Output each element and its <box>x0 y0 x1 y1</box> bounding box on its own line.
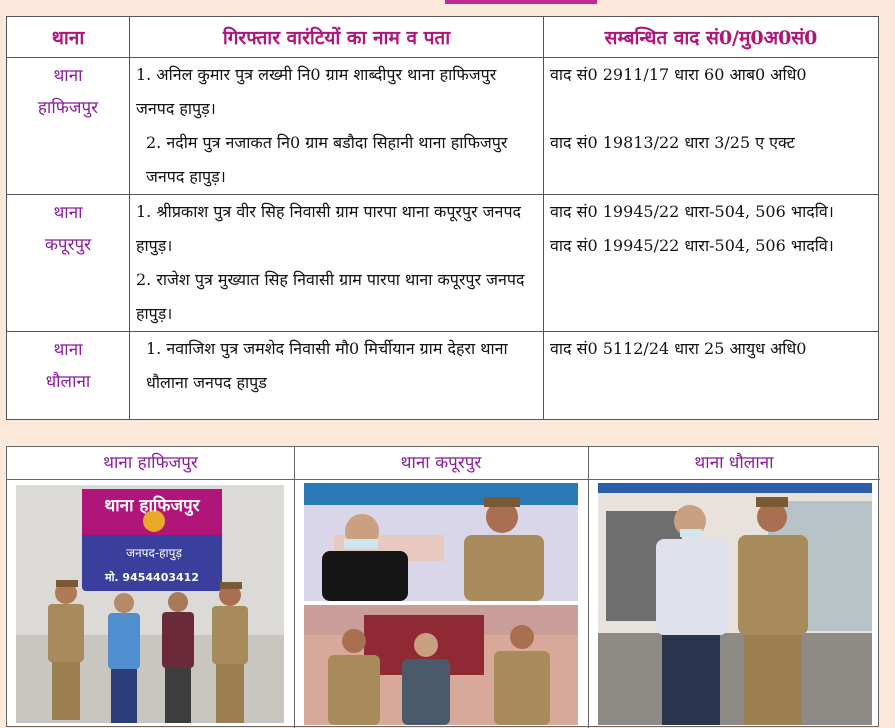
case-entry: वाद सं0 5112/24 धारा 25 आयुध अधि0 <box>550 339 807 358</box>
thana-name: हाफिजपुर <box>37 98 99 118</box>
thana-label: थाना <box>53 66 83 86</box>
accused-entry: 2. नदीम पुत्र नजाकत नि0 ग्राम बडौदा सिहानी थाना हाफिजपुर जनपद हापुड़। <box>146 133 508 186</box>
photo-caption: थाना धौलाना <box>588 447 880 480</box>
arrest-photo-dhaulana <box>598 483 872 725</box>
names-cell <box>130 58 544 195</box>
header-thana: थाना <box>7 17 130 58</box>
case-entry: वाद सं0 19813/22 धारा 3/25 ए एक्ट <box>550 133 795 152</box>
header-case: सम्बन्धित वाद सं0/मु0अ0सं0 <box>544 17 879 58</box>
arrest-photo-hafizpur <box>16 485 284 723</box>
case-entry: वाद सं0 2911/17 धारा 60 आब0 अधि0 <box>550 65 807 84</box>
board-title: थाना हाफिजपुर <box>104 496 200 516</box>
table-row <box>7 332 879 420</box>
photo-column-kapurpur <box>294 447 589 728</box>
thana-name: कपूरपुर <box>44 235 92 255</box>
table-row <box>7 58 879 195</box>
arrest-photo-kapurpur-1 <box>304 483 578 601</box>
thana-label: थाना <box>53 340 83 360</box>
names-cell <box>130 195 544 332</box>
photo-column-hafizpur <box>7 447 295 728</box>
photo-caption: थाना कपूरपुर <box>294 447 588 480</box>
table-row <box>7 195 879 332</box>
accused-entry: 2. राजेश पुत्र मुख्यात सिह निवासी ग्राम पारपा थाना कपूरपुर जनपद हापुड़। <box>136 270 525 323</box>
case-cell <box>544 332 879 420</box>
thana-cell <box>7 332 130 420</box>
header-names: गिरफ्तार वारंटियों का नाम व पता <box>130 17 544 58</box>
photo-strip <box>6 446 879 727</box>
arrest-photo-kapurpur-2 <box>304 605 578 725</box>
board-district: जनपद-हापुड़ <box>126 546 182 560</box>
warrantee-table <box>6 16 879 420</box>
photo-column-dhaulana <box>588 447 880 728</box>
accused-entry: 1. श्रीप्रकाश पुत्र वीर सिह निवासी ग्राम पारपा थाना कपूरपुर जनपद हापुड़। <box>136 202 522 255</box>
case-cell <box>544 58 879 195</box>
accused-entry: 1. नवाजिश पुत्र जमशेद निवासी मौ0 मिर्चीयान ग्राम देहरा थाना धौलाना जनपद हापुड <box>146 339 508 392</box>
case-entry: वाद सं0 19945/22 धारा-504, 506 भादवि। <box>550 202 834 221</box>
case-entry: वाद सं0 19945/22 धारा-504, 506 भादवि। <box>550 236 834 255</box>
thana-cell <box>7 58 130 195</box>
names-cell <box>130 332 544 420</box>
thana-cell <box>7 195 130 332</box>
case-cell <box>544 195 879 332</box>
accused-entry: 1. अनिल कुमार पुत्र लख्मी नि0 ग्राम शाब्दीपुर थाना हाफिजपुर जनपद हापुड़। <box>136 65 497 118</box>
thana-name: धौलाना <box>45 372 91 392</box>
top-accent-bar <box>445 0 597 4</box>
board-phone: मो. 9454403412 <box>105 571 199 584</box>
thana-label: थाना <box>53 203 83 223</box>
photo-caption: थाना हाफिजपुर <box>7 447 294 480</box>
table-header-row <box>7 17 879 58</box>
